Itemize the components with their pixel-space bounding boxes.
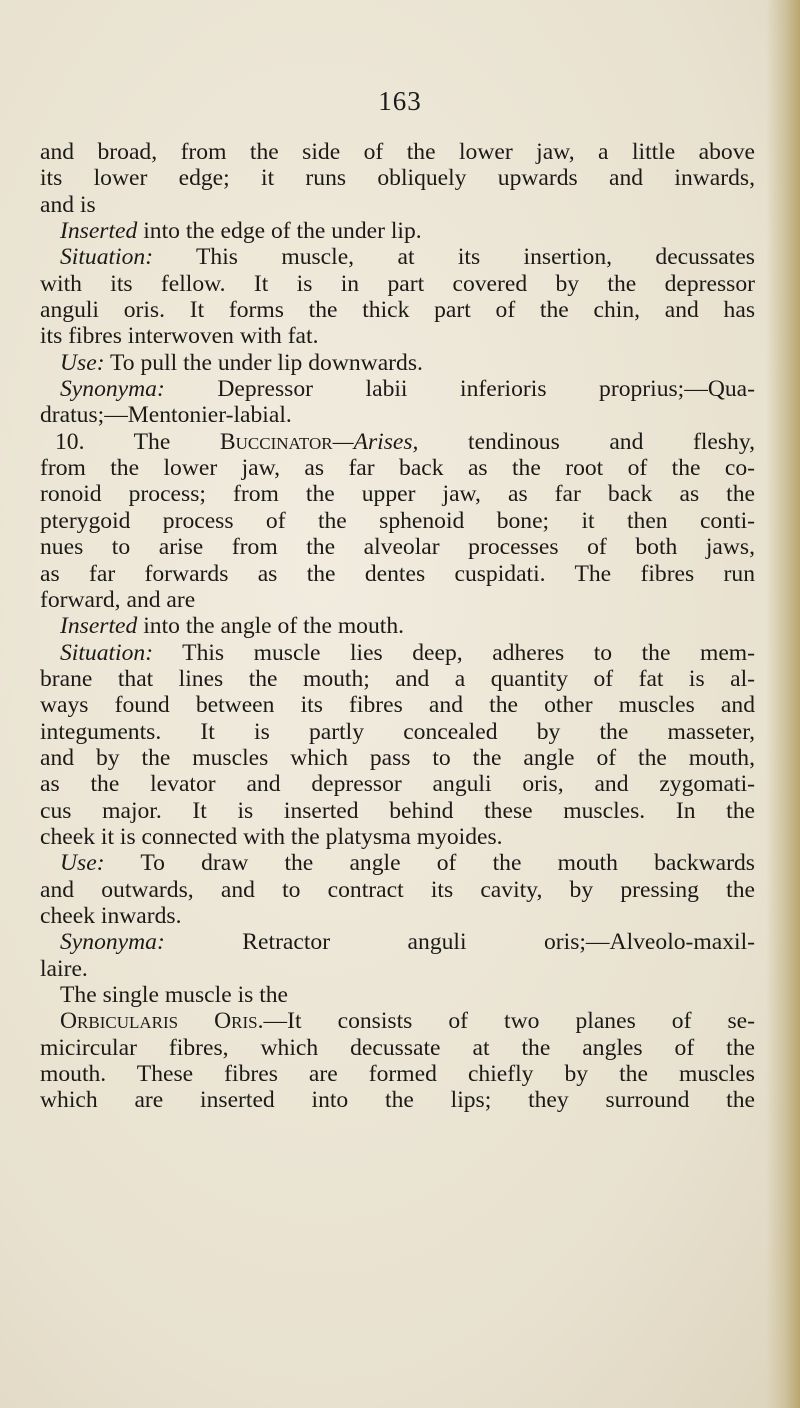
text-run: cheek inwards. — [40, 902, 182, 929]
italic-term: Inserted — [60, 613, 138, 640]
text-line — [40, 850, 755, 876]
text-line — [40, 666, 755, 692]
text-line — [40, 903, 755, 929]
text-line — [40, 982, 755, 1008]
muscle-name: Orbicularis Oris — [60, 1008, 258, 1035]
text-line — [40, 1061, 755, 1087]
text-line — [40, 402, 755, 428]
text-run: and by the muscles which pass to the angle of the mouth, — [40, 744, 755, 771]
text-run: and outwards, and to contract its cavity, by pressing the — [40, 876, 755, 903]
text-run: laire. — [40, 955, 88, 982]
text-line — [40, 508, 755, 534]
italic-term: Inserted — [60, 218, 138, 245]
text-line — [40, 481, 755, 507]
text-run: integuments. It is partly concealed by the masseter, — [40, 718, 755, 745]
text-line — [40, 929, 755, 955]
text-run: and broad, from the side of the lower jaw, a little above — [40, 139, 755, 165]
page-edge-shadow — [766, 0, 800, 1408]
text-line — [40, 692, 755, 718]
text-run: pterygoid process of the sphenoid bone; it then conti- — [40, 507, 755, 534]
text-line — [40, 455, 755, 481]
text-run: To draw the angle of the mouth backwards — [104, 850, 755, 877]
italic-term: Use: — [60, 349, 105, 376]
text-line — [40, 376, 755, 402]
text-line — [40, 323, 755, 349]
italic-term: Synonyma: — [60, 376, 165, 403]
text-run: from the lower jaw, as far back as the root of the co- — [40, 455, 755, 482]
text-line — [40, 139, 755, 165]
text-line — [40, 956, 755, 982]
text-line — [40, 1035, 755, 1061]
text-run: which are inserted into the lips; they surround the — [40, 1087, 755, 1114]
text-line — [40, 877, 755, 903]
text-line — [40, 165, 755, 191]
text-run: 10. The — [55, 428, 220, 455]
text-line — [40, 640, 755, 666]
text-line — [40, 587, 755, 613]
text-run: The single muscle is the — [60, 982, 289, 1008]
text-line — [40, 1008, 755, 1034]
text-run: To pull the under lip downwards. — [104, 349, 423, 376]
text-run: brane that lines the mouth; and a quantity of fat is al- — [40, 665, 755, 692]
text-run: Retractor anguli oris;—Alveolo-maxil- — [164, 929, 755, 956]
text-run: This muscle, at its insertion, decussates — [153, 244, 755, 271]
text-run: dratus;—Mentonier-labial. — [40, 402, 292, 429]
text-run: as far forwards as the dentes cuspidati. The fibres run — [40, 560, 755, 587]
text-line — [40, 350, 755, 376]
muscle-name: Buccinator — [219, 428, 333, 455]
text-line — [40, 534, 755, 560]
text-run: tendinous and fleshy, — [418, 428, 755, 455]
text-run: This muscle lies deep, adheres to the mem- — [153, 639, 755, 666]
text-line — [40, 771, 755, 797]
text-line — [40, 429, 755, 455]
italic-term: Situation: — [60, 639, 154, 666]
text-run: into the edge of the under lip. — [137, 218, 422, 245]
text-line — [40, 824, 755, 850]
text-line — [40, 218, 755, 244]
body-text — [40, 139, 755, 1114]
italic-term: Synonyma: — [60, 929, 165, 956]
text-run: micircular fibres, which decussate at the angles of the — [40, 1034, 755, 1061]
text-run: forward, and are — [40, 586, 196, 613]
italic-term: Situation: — [60, 244, 154, 271]
page-number: 163 — [378, 86, 422, 116]
text-run: and is — [40, 191, 96, 218]
text-line — [40, 244, 755, 270]
text-run: with its fellow. It is in part covered by the depressor — [40, 270, 755, 297]
text-line — [40, 561, 755, 587]
text-run: .—It consists of two planes of se- — [257, 1008, 755, 1035]
italic-term: Use: — [60, 850, 105, 877]
text-line — [40, 192, 755, 218]
text-run: mouth. These fibres are formed chiefly by the muscles — [40, 1061, 755, 1088]
text-run: nues to arise from the alveolar processes of both jaws, — [40, 534, 755, 561]
text-run: as the levator and depressor anguli oris, and zygomati- — [40, 771, 755, 798]
text-line — [40, 271, 755, 297]
text-line — [40, 1087, 755, 1113]
text-run: ways found between its fibres and the other muscles and — [40, 692, 755, 719]
text-run: anguli oris. It forms the thick part of the chin, and has — [40, 297, 755, 324]
text-run: into the angle of the mouth. — [137, 613, 405, 640]
text-line — [40, 719, 755, 745]
text-line — [40, 745, 755, 771]
text-line — [40, 613, 755, 639]
text-run: Depressor labii inferioris proprius;—Qua- — [164, 376, 755, 403]
italic-term: —Arises, — [332, 428, 419, 455]
text-run: ronoid process; from the upper jaw, as far back as the — [40, 481, 755, 508]
text-line — [40, 297, 755, 323]
text-line — [40, 798, 755, 824]
text-run: cus major. It is inserted behind these muscles. In the — [40, 797, 755, 824]
text-run: its fibres interwoven with fat. — [40, 323, 319, 350]
text-run: cheek it is connected with the platysma myoides. — [40, 823, 503, 850]
text-run: its lower edge; it runs obliquely upwards and inwards, — [40, 165, 755, 192]
